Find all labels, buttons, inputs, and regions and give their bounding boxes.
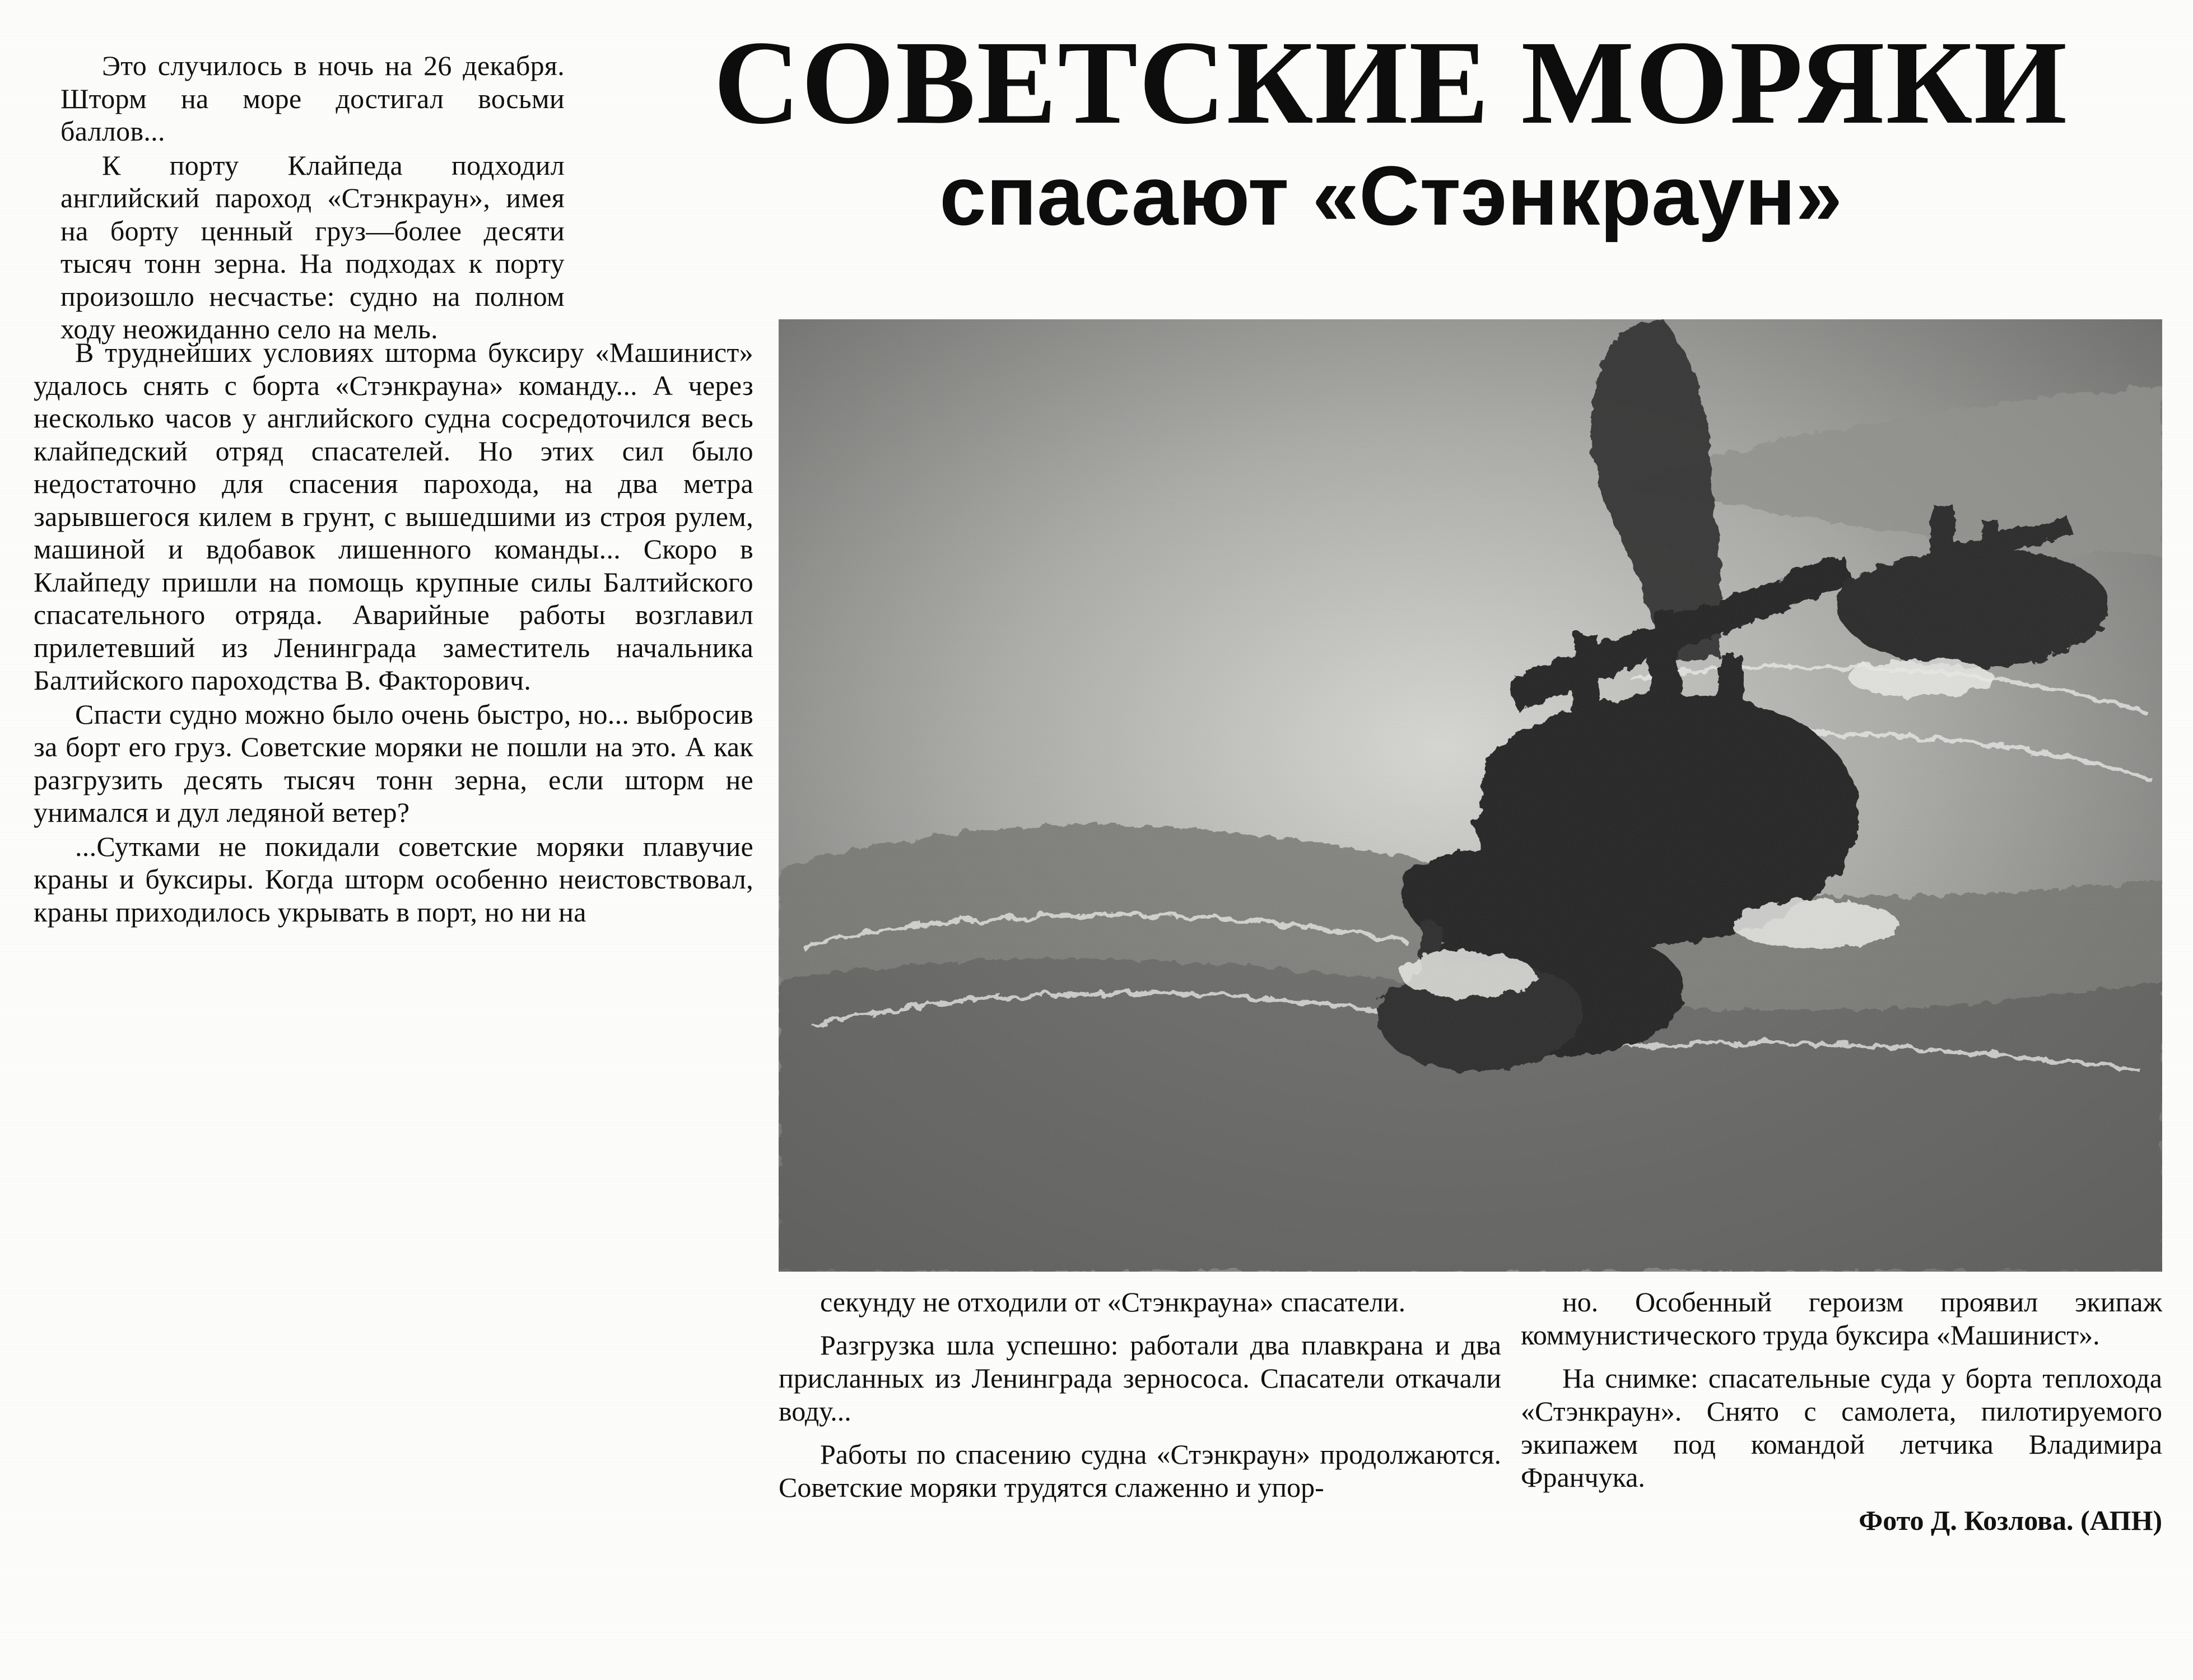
top-area — [27, 16, 2166, 345]
right-column — [1521, 1286, 2162, 1547]
paragraph: но. Особенный героизм проявил экипаж коммунистического труда буксира «Машинист». — [1521, 1286, 2162, 1351]
paragraph: секунду не отходили от «Стэнкрауна» спасатели. — [820, 1286, 1406, 1318]
middle-column — [779, 1286, 1501, 1514]
paragraph: К порту Клайпеда подходил английский пароход «Стэнкраун», имея на борту ценный груз—более десяти тысяч тонн зерна. На подходах к порту произошло несчастье: судно на полном ходу неожиданно село на мель. — [60, 149, 565, 345]
headline-sub: спасают «Стэнкраун» — [939, 148, 1842, 243]
paragraph: Работы по спасению судна «Стэнкраун» продолжаются. Советские моряки трудятся слаженно и упор- — [779, 1439, 1501, 1503]
paragraph: В труднейших условиях шторма буксиру «Машинист» удалось снять с борта «Стэнкрауна» команду... А через несколько часов у английского судна сосредоточился весь клайпедский отряд спасателей. Но этих сил было недостаточно для спасения парохода, на два метра зарывшегося килем в грунт, с вышедшими из строя рулем, машиной и вдобавок лишенного команды... Скоро в Клайпеду пришли на помощь крупные силы Балтийского спасательного отряда. Аварийные работы возглавил прилетевший из Ленинграда заместитель начальника Балтийского пароходства В. Факторович. — [34, 337, 753, 696]
paragraph: Это случилось в ночь на 26 декабря. Шторм на море достигал восьми баллов... — [60, 50, 565, 147]
photo-credit: Фото Д. Козлова. (АПН) — [1859, 1505, 2162, 1536]
left-column-top — [60, 49, 565, 347]
rescue-ships-aerial-photo — [779, 319, 2162, 1272]
photo-caption: На снимке: спасательные суда у борта теплохода «Стэнкраун». Снято с самолета, пилотируемого экипажем под командой летчика Владимира Франчука. — [1521, 1362, 2162, 1493]
paragraph: ...Сутками не покидали советские моряки плавучие краны и буксиры. Когда шторм особенно неистовствовал, краны приходилось укрывать в порт, но ни на — [34, 830, 753, 928]
headline-block — [598, 16, 2183, 243]
paragraph: Спасти судно можно было очень быстро, но... выбросив за борт его груз. Советские моряки не пошли на это. А как разгрузить десять тысяч тонн зерна, если шторм не унимался и дул ледяной ветер? — [34, 698, 753, 828]
left-column-bottom — [34, 336, 753, 929]
paragraph: Разгрузка шла успешно: работали два плавкрана и два присланных из Ленинграда зернососа. Спасатели откачали воду... — [779, 1329, 1501, 1427]
headline-main: СОВЕТСКИЕ МОРЯКИ — [713, 16, 2069, 149]
